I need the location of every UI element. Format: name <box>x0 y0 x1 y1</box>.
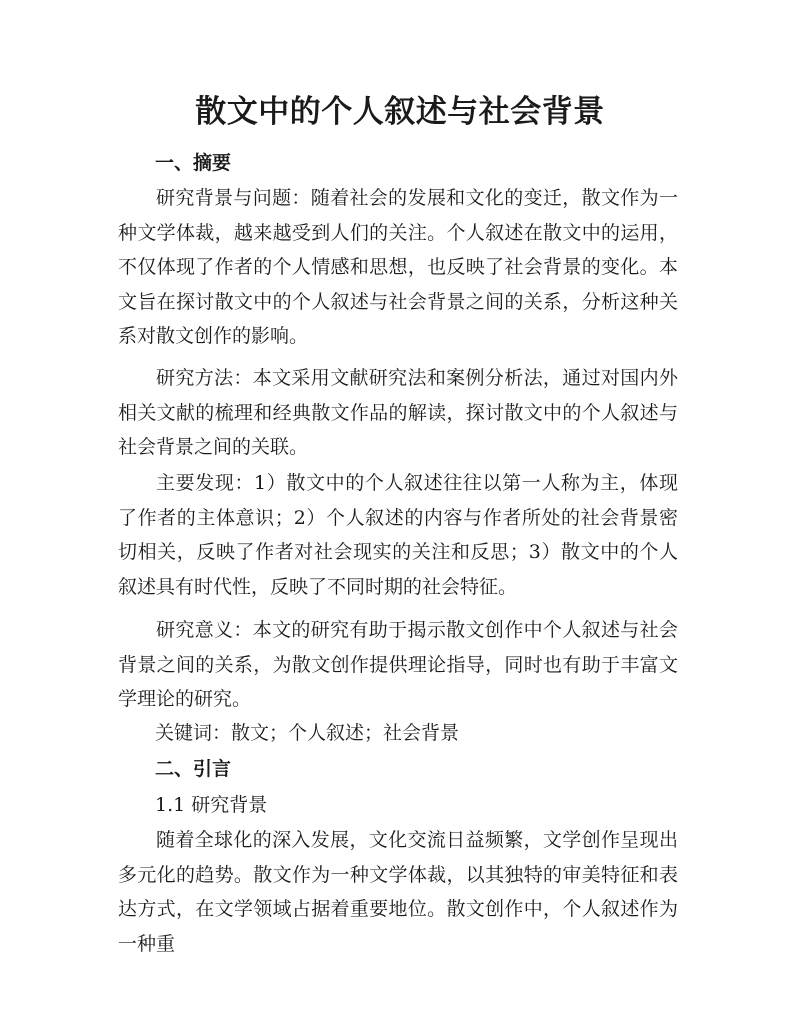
keywords-line: 关键词：散文；个人叙述；社会背景 <box>155 722 460 744</box>
abstract-heading: 一、摘要 <box>155 152 232 174</box>
intro-heading: 二、引言 <box>155 758 232 780</box>
intro-paragraph: 随着全球化的深入发展，文化交流日益频繁，文学创作呈现出多元化的趋势。散文作为一种文学体裁，以其独特的审美特征和表达方式，在文学领域占据着重要地位。散文创作中，个人叙述作为一种重 <box>118 829 678 955</box>
document-title: 散文中的个人叙述与社会背景 <box>195 94 605 130</box>
abstract-findings-paragraph: 主要发现：1）散文中的个人叙述往往以第一人称为主，体现了作者的主体意识；2）个人叙述的内容与作者所处的社会背景密切相关，反映了作者对社会现实的关注和反思；3）散文中的个人叙述具有时代性，反映了不同时期的社会特征。 <box>118 472 678 598</box>
abstract-significance-paragraph: 研究意义：本文的研究有助于揭示散文创作中个人叙述与社会背景之间的关系，为散文创作提供理论指导，同时也有助于丰富文学理论的研究。 <box>118 619 678 710</box>
intro-subheading: 1.1 研究背景 <box>155 794 268 816</box>
abstract-background-paragraph: 研究背景与问题：随着社会的发展和文化的变迁，散文作为一种文学体裁，越来越受到人们的关注。个人叙述在散文中的运用，不仅体现了作者的个人情感和思想，也反映了社会背景的变化。本文旨在探讨散文中的个人叙述与社会背景之间的关系，分析这种关系对散文创作的影响。 <box>118 187 678 347</box>
abstract-method-paragraph: 研究方法：本文采用文献研究法和案例分析法，通过对国内外相关文献的梳理和经典散文作品的解读，探讨散文中的个人叙述与社会背景之间的关联。 <box>118 367 678 458</box>
